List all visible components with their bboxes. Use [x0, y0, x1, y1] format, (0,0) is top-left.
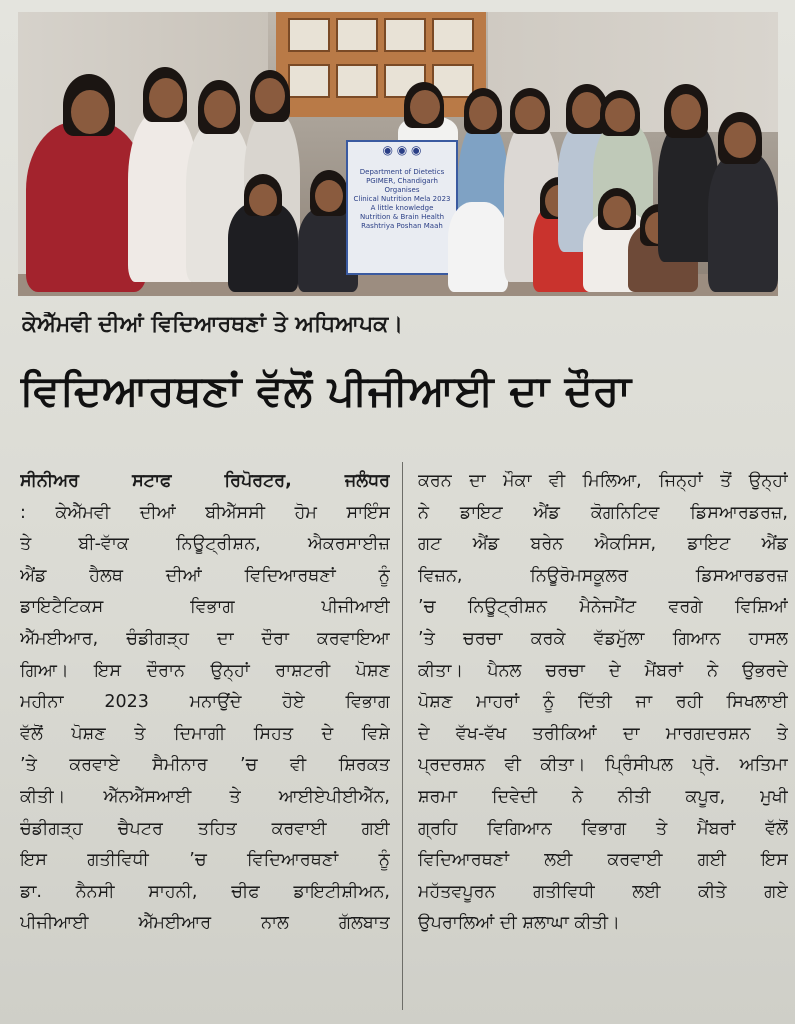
article-line: ਉਪਰਾਲਿਆਂ ਦੀ ਸ਼ਲਾਘਾ ਕੀਤੀ।: [418, 913, 620, 934]
banner-line: Nutrition & Brain Health: [359, 213, 445, 221]
article-line: ’ਚ ਨਿਊਟ੍ਰੀਸ਼ਨ ਮੈਨੇਜਮੈਂਟ ਵਰਗੇ ਵਿਸ਼ਿਆਂ: [418, 597, 788, 618]
article-line: ’ਤੇ ਕਰਵਾਏ ਸੈਮੀਨਾਰ ’ਚ ਵੀ ਸ਼ਿਰਕਤ: [20, 755, 390, 776]
person-face: [724, 122, 756, 158]
article-line: ਐਂਡ ਹੈਲਥ ਦੀਆਂ ਵਿਦਿਆਰਥਣਾਂ ਨੂੰ: [20, 565, 390, 586]
article-line: ਪੀਜੀਆਈ ਐੱਮਈਆਰ ਨਾਲ ਗੱਲਬਾਤ: [20, 913, 390, 934]
article-line: ’ਤੇ ਚਰਚਾ ਕਰਕੇ ਵੱਡਮੁੱਲਾ ਗਿਆਨ ਹਾਸਲ: [418, 628, 788, 649]
banner-line: Clinical Nutrition Mela 2023: [353, 195, 451, 203]
article-line: : ਕੇਐੱਮਵੀ ਦੀਆਂ ਬੀਐੱਸਸੀ ਹੋਮ ਸਾਇੰਸ: [20, 502, 390, 523]
article-line: ਪੋਸ਼ਣ ਮਾਹਰਾਂ ਨੂੰ ਦਿੱਤੀ ਜਾ ਰਹੀ ਸਿਖਲਾਈ: [418, 692, 788, 713]
article-line: ਤੇ ਬੀ-ਵਾੱਕ ਨਿਊਟ੍ਰੀਸ਼ਨ, ਐਕਰਸਾਈਜ਼: [20, 534, 390, 555]
headline: ਵਿਦਿਆਰਥਣਾਂ ਵੱਲੋਂ ਪੀਜੀਆਈ ਦਾ ਦੌਰਾ: [20, 366, 632, 415]
article-line: ਸ਼ਰਮਾ ਦਿਵੇਦੀ ਨੇ ਨੀਤੀ ਕਪੂਰ, ਮੁਖੀ: [418, 786, 788, 807]
article-line: ਮਹੀਨਾ 2023 ਮਨਾਉਂਦੇ ਹੋਏ ਵਿਭਾਗ: [20, 692, 390, 713]
banner-logos: ◉ ◉ ◉: [382, 143, 422, 157]
person-face: [515, 96, 545, 130]
article-line: ਇਸ ਗਤੀਵਿਧੀ ’ਚ ਵਿਦਿਆਰਥਣਾਂ ਨੂੰ: [20, 850, 390, 871]
article-column-right: [418, 466, 788, 940]
article-line: ਕਰਨ ਦਾ ਮੌਕਾ ਵੀ ਮਿਲਿਆ, ਜਿਨ੍ਹਾਂ ਤੋਂ ਉਨ੍ਹਾਂ: [418, 471, 788, 491]
article-line: ਐੱਮਈਆਰ, ਚੰਡੀਗੜ੍ਹ ਦਾ ਦੌਰਾ ਕਰਵਾਇਆ: [20, 628, 390, 649]
article-line: ਗਿਆ। ਇਸ ਦੌਰਾਨ ਉਨ੍ਹਾਂ ਰਾਸ਼ਟਰੀ ਪੋਸ਼ਣ: [20, 660, 390, 681]
photo-caption: ਕੇਐੱਮਵੀ ਦੀਆਂ ਵਿਦਿਆਰਥਣਾਂ ਤੇ ਅਧਿਆਪਕ।: [22, 312, 404, 337]
person-face: [71, 90, 109, 134]
person: [448, 202, 508, 292]
article-line: ਪ੍ਰਦਰਸ਼ਨ ਵੀ ਕੀਤਾ। ਪ੍ਰਿੰਸੀਪਲ ਪ੍ਰੋ. ਅਤਿਮਾ: [418, 755, 788, 776]
article-line: ਕੀਤਾ। ਪੈਨਲ ਚਰਚਾ ਦੇ ਮੈਂਬਰਾਂ ਨੇ ਉਭਰਦੇ: [418, 660, 788, 681]
article-line: ਡਾਇਟੈਟਿਕਸ ਵਿਭਾਗ ਪੀਜੀਆਈ: [20, 597, 390, 618]
article-line: ਵਿਜ਼ਨ, ਨਿਊਰੋਮਸਕੂਲਰ ਡਿਸਆਰਡਰਜ਼: [418, 565, 788, 586]
person-face: [204, 90, 236, 128]
person-face: [255, 78, 285, 114]
column-divider: [402, 462, 403, 1010]
article-line: ਚੰਡੀਗੜ੍ਹ ਚੈਪਟਰ ਤਹਿਤ ਕਰਵਾਈ ਗਈ: [20, 818, 390, 839]
article-line: ਗ੍ਰਹਿ ਵਿਗਿਆਨ ਵਿਭਾਗ ਤੇ ਮੈਂਬਰਾਂ ਵੱਲੋਂ: [418, 818, 788, 839]
banner-line: PGIMER, Chandigarh: [366, 177, 438, 185]
photo-notice-board: [276, 12, 486, 117]
article-line: ਵਿਦਿਆਰਥਣਾਂ ਲਈ ਕਰਵਾਈ ਗਈ ਇਸ: [418, 850, 788, 871]
article-line: ਗਟ ਐਂਡ ਬਰੇਨ ਐਕਸਿਸ, ਡਾਇਟ ਐਂਡ: [418, 534, 788, 555]
banner-line: A little knowledge: [370, 204, 434, 212]
article-line: ਨੇ ਡਾਇਟ ਐਂਡ ਕੋਗਨਿਟਿਵ ਡਿਸਆਰਡਰਜ਼,: [418, 502, 788, 523]
article-line: ਡਾ. ਨੈਨਸੀ ਸਾਹਨੀ, ਚੀਫ ਡਾਇਟੀਸ਼ੀਅਨ,: [20, 881, 390, 902]
article-line: ਮਹੱਤਵਪੂਰਨ ਗਤੀਵਿਧੀ ਲਈ ਕੀਤੇ ਗਏ: [418, 881, 788, 902]
person-face: [410, 90, 440, 124]
article-column-left: [20, 466, 390, 940]
person-face: [605, 98, 635, 132]
person-face: [249, 184, 277, 216]
banner-line: Rashtriya Poshan Maah: [361, 222, 443, 230]
article-line: ਵੱਲੋਂ ਪੋਸ਼ਣ ਤੇ ਦਿਮਾਗੀ ਸਿਹਤ ਦੇ ਵਿਸ਼ੇ: [20, 723, 390, 744]
banner-line: Organises: [384, 186, 420, 194]
person: [708, 152, 778, 292]
banner-line: Department of Dietetics: [359, 168, 445, 176]
event-banner: [346, 140, 458, 275]
person-face: [315, 180, 343, 212]
group-photo: [18, 12, 778, 296]
byline: ਸੀਨੀਅਰ ਸਟਾਫ ਰਿਪੋਰਟਰ, ਜਲੰਧਰ: [20, 471, 390, 491]
article-line: ਦੇ ਵੱਖ-ਵੱਖ ਤਰੀਕਿਆਂ ਦਾ ਮਾਰਗਦਰਸ਼ਨ ਤੇ: [418, 723, 788, 744]
person-face: [572, 92, 602, 128]
person-face: [469, 96, 497, 130]
article-line: ਕੀਤੀ। ਐੱਨਐੱਸਆਈ ਤੇ ਆਈਏਪੀਈਐੱਨ,: [20, 786, 390, 807]
person-face: [149, 78, 183, 118]
person-face: [671, 94, 701, 130]
person-face: [603, 196, 631, 228]
